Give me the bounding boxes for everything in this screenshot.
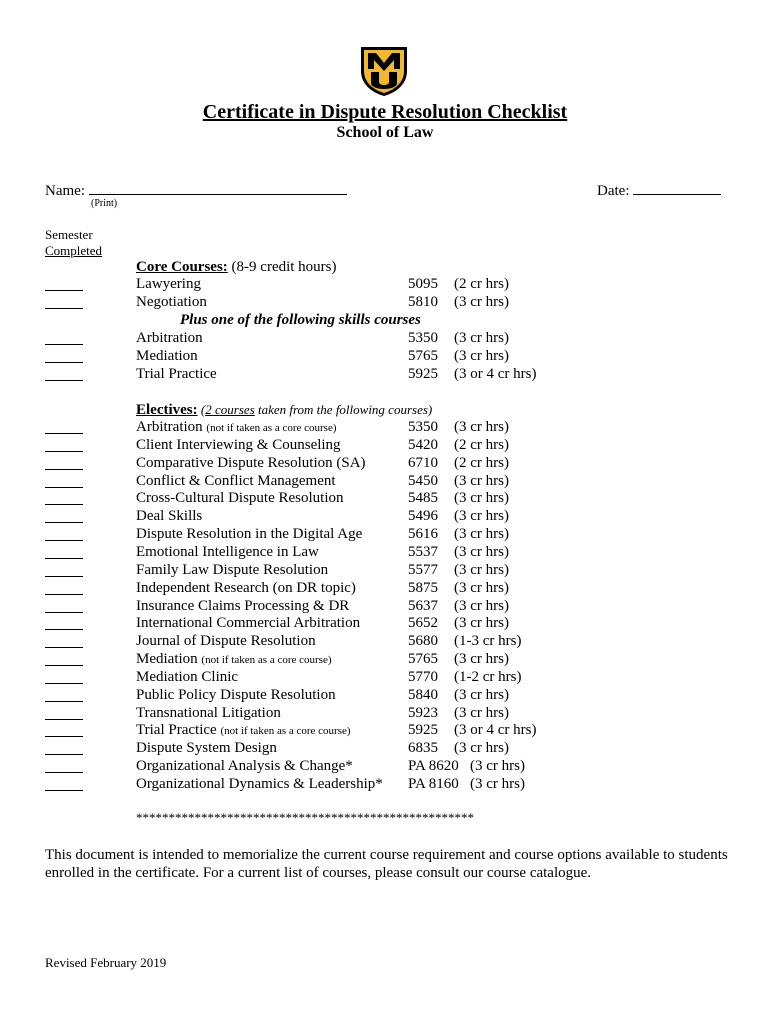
course-number: PA 8160 — [408, 776, 459, 792]
course-credits: (3 cr hrs) — [454, 348, 509, 364]
course-credits: (3 cr hrs) — [454, 526, 509, 542]
disclaimer-paragraph: This document is intended to memorialize the current course requirement and course options available to students enrolled in the certificate. For a current list of courses, please consult our course catalogue. — [45, 847, 728, 881]
course-name: Mediation Clinic — [136, 669, 239, 685]
course-credits: (3 cr hrs) — [454, 740, 509, 756]
course-name: Mediation — [136, 348, 198, 364]
semester-blank[interactable] — [45, 594, 83, 595]
course-number: 5770 — [408, 669, 438, 685]
course-credits: (3 cr hrs) — [454, 705, 509, 721]
course-name: Client Interviewing & Counseling — [136, 437, 341, 453]
course-name: Arbitration — [136, 330, 203, 346]
semester-blank[interactable] — [45, 719, 83, 720]
course-credits: (3 cr hrs) — [454, 615, 509, 631]
semester-blank[interactable] — [45, 683, 83, 684]
elective-course — [136, 473, 336, 490]
semester-blank[interactable] — [45, 576, 83, 577]
semester-label: Semester — [45, 227, 93, 242]
date-field[interactable] — [633, 180, 721, 195]
course-credits: (3 cr hrs) — [454, 580, 509, 596]
course-number: 5765 — [408, 651, 438, 667]
course-number: PA 8620 — [408, 758, 459, 774]
course-name: Arbitration — [136, 419, 203, 435]
course-number: 5925 — [408, 722, 438, 738]
semester-blank[interactable] — [45, 469, 83, 470]
course-number: 5420 — [408, 437, 438, 453]
course-name: Conflict & Conflict Management — [136, 473, 336, 489]
course-credits: (2 cr hrs) — [454, 276, 509, 292]
core-courses-heading — [136, 259, 337, 276]
course-number: 5095 — [408, 276, 438, 292]
course-credits: (3 cr hrs) — [454, 419, 509, 435]
course-name: Transnational Litigation — [136, 705, 281, 721]
elective-course — [136, 580, 356, 597]
elective-course — [136, 419, 337, 436]
course-number: 5616 — [408, 526, 438, 542]
course-credits: (3 cr hrs) — [454, 490, 509, 506]
elective-course — [136, 598, 349, 615]
course-number: 5925 — [408, 366, 438, 382]
semester-blank[interactable] — [45, 433, 83, 434]
course-number: 5652 — [408, 615, 438, 631]
course-note: (not if taken as a core course) — [220, 725, 351, 737]
course-number: 5577 — [408, 562, 438, 578]
elective-course — [136, 526, 362, 543]
semester-blank[interactable] — [45, 612, 83, 613]
course-credits: (3 cr hrs) — [470, 776, 525, 792]
course-name: Comparative Dispute Resolution (SA) — [136, 455, 366, 471]
electives-rest: taken from the following courses) — [254, 402, 433, 417]
course-name: Mediation — [136, 651, 198, 667]
name-row — [45, 180, 347, 200]
elective-course — [136, 758, 353, 775]
core-heading-label: Core Courses: — [136, 259, 228, 275]
course-number: 5680 — [408, 633, 438, 649]
semester-blank[interactable] — [45, 380, 83, 381]
course-credits: (1-2 cr hrs) — [454, 669, 522, 685]
elective-course — [136, 437, 341, 454]
semester-blank[interactable] — [45, 451, 83, 452]
print-label: (Print) — [91, 198, 118, 209]
semester-blank[interactable] — [45, 487, 83, 488]
course-number: 6835 — [408, 740, 438, 756]
university-logo — [359, 45, 409, 97]
semester-blank[interactable] — [45, 701, 83, 702]
course-number: 5537 — [408, 544, 438, 560]
semester-blank[interactable] — [45, 558, 83, 559]
electives-count: 2 courses — [205, 402, 255, 417]
course-credits: (3 cr hrs) — [454, 508, 509, 524]
elective-course — [136, 562, 328, 579]
course-name: Organizational Analysis & Change* — [136, 758, 353, 774]
course-credits: (3 or 4 cr hrs) — [454, 722, 537, 738]
course-note: (not if taken as a core course) — [201, 654, 332, 666]
elective-course — [136, 669, 238, 686]
semester-blank[interactable] — [45, 772, 83, 773]
elective-course — [136, 490, 344, 507]
course-credits: (3 cr hrs) — [454, 473, 509, 489]
completed-label: Completed — [45, 243, 103, 258]
date-label: Date: — [597, 183, 630, 199]
course-number: 5350 — [408, 419, 438, 435]
course-name: Deal Skills — [136, 508, 203, 524]
course-number: 5496 — [408, 508, 438, 524]
separator: **************************************************** — [136, 810, 474, 825]
course-name: Public Policy Dispute Resolution — [136, 687, 336, 703]
course-credits: (3 cr hrs) — [454, 294, 509, 310]
course-name: Dispute System Design — [136, 740, 277, 756]
course-number: 5840 — [408, 687, 438, 703]
elective-course — [136, 651, 332, 668]
core-heading-note: (8-9 credit hours) — [227, 259, 337, 275]
course-credits: (3 cr hrs) — [470, 758, 525, 774]
course-credits: (3 cr hrs) — [454, 562, 509, 578]
course-name: Family Law Dispute Resolution — [136, 562, 329, 578]
course-name: Negotiation — [136, 294, 207, 310]
course-number: 5765 — [408, 348, 438, 364]
name-label: Name: — [45, 183, 85, 199]
course-credits: (3 cr hrs) — [454, 687, 509, 703]
course-credits: (3 cr hrs) — [454, 598, 509, 614]
course-name: Insurance Claims Processing & DR — [136, 598, 350, 614]
course-name: Trial Practice — [136, 366, 217, 382]
elective-course — [136, 705, 281, 722]
semester-blank[interactable] — [45, 629, 83, 630]
course-number: 5810 — [408, 294, 438, 310]
elective-course — [136, 508, 202, 525]
skills-heading: Plus one of the following skills courses — [180, 312, 421, 328]
semester-blank[interactable] — [45, 290, 83, 291]
elective-course — [136, 687, 336, 704]
course-credits: (1-3 cr hrs) — [454, 633, 522, 649]
revised-date: Revised February 2019 — [45, 955, 167, 970]
course-credits: (3 or 4 cr hrs) — [454, 366, 537, 382]
elective-course — [136, 544, 319, 561]
course-name: Journal of Dispute Resolution — [136, 633, 316, 649]
elective-course — [136, 722, 351, 739]
course-name: Lawyering — [136, 276, 201, 292]
name-field[interactable] — [89, 180, 347, 195]
course-name: Independent Research (on DR topic) — [136, 580, 356, 596]
electives-open-paren: ( — [197, 402, 206, 417]
course-credits: (2 cr hrs) — [454, 455, 509, 471]
course-credits: (3 cr hrs) — [454, 544, 509, 560]
course-name: Trial Practice — [136, 722, 217, 738]
semester-blank[interactable] — [45, 344, 83, 345]
elective-course — [136, 615, 360, 632]
course-credits: (3 cr hrs) — [454, 330, 509, 346]
elective-course — [136, 455, 366, 472]
course-name: Emotional Intelligence in Law — [136, 544, 319, 560]
semester-blank[interactable] — [45, 504, 83, 505]
course-name: Cross-Cultural Dispute Resolution — [136, 490, 344, 506]
elective-course — [136, 740, 277, 757]
course-number: 5485 — [408, 490, 438, 506]
course-name: Organizational Dynamics & Leadership* — [136, 776, 383, 792]
page-subtitle: School of Law — [336, 124, 434, 141]
semester-blank[interactable] — [45, 308, 83, 309]
course-number: 5350 — [408, 330, 438, 346]
semester-blank[interactable] — [45, 736, 83, 737]
semester-blank[interactable] — [45, 362, 83, 363]
electives-heading — [136, 402, 432, 419]
course-name: International Commercial Arbitration — [136, 615, 361, 631]
date-row — [597, 180, 721, 200]
page-title: Certificate in Dispute Resolution Checklist — [202, 101, 568, 123]
course-credits: (2 cr hrs) — [454, 437, 509, 453]
course-note: (not if taken as a core course) — [206, 422, 337, 434]
elective-course — [136, 633, 316, 650]
course-number: 6710 — [408, 455, 438, 471]
semester-blank[interactable] — [45, 754, 83, 755]
semester-blank[interactable] — [45, 647, 83, 648]
semester-blank[interactable] — [45, 540, 83, 541]
course-name: Dispute Resolution in the Digital Age — [136, 526, 363, 542]
elective-course — [136, 776, 383, 793]
electives-heading-label: Electives: — [136, 402, 198, 418]
course-number: 5923 — [408, 705, 438, 721]
semester-blank[interactable] — [45, 522, 83, 523]
course-number: 5450 — [408, 473, 438, 489]
semester-blank[interactable] — [45, 790, 83, 791]
course-number: 5637 — [408, 598, 438, 614]
semester-blank[interactable] — [45, 665, 83, 666]
course-credits: (3 cr hrs) — [454, 651, 509, 667]
course-number: 5875 — [408, 580, 438, 596]
